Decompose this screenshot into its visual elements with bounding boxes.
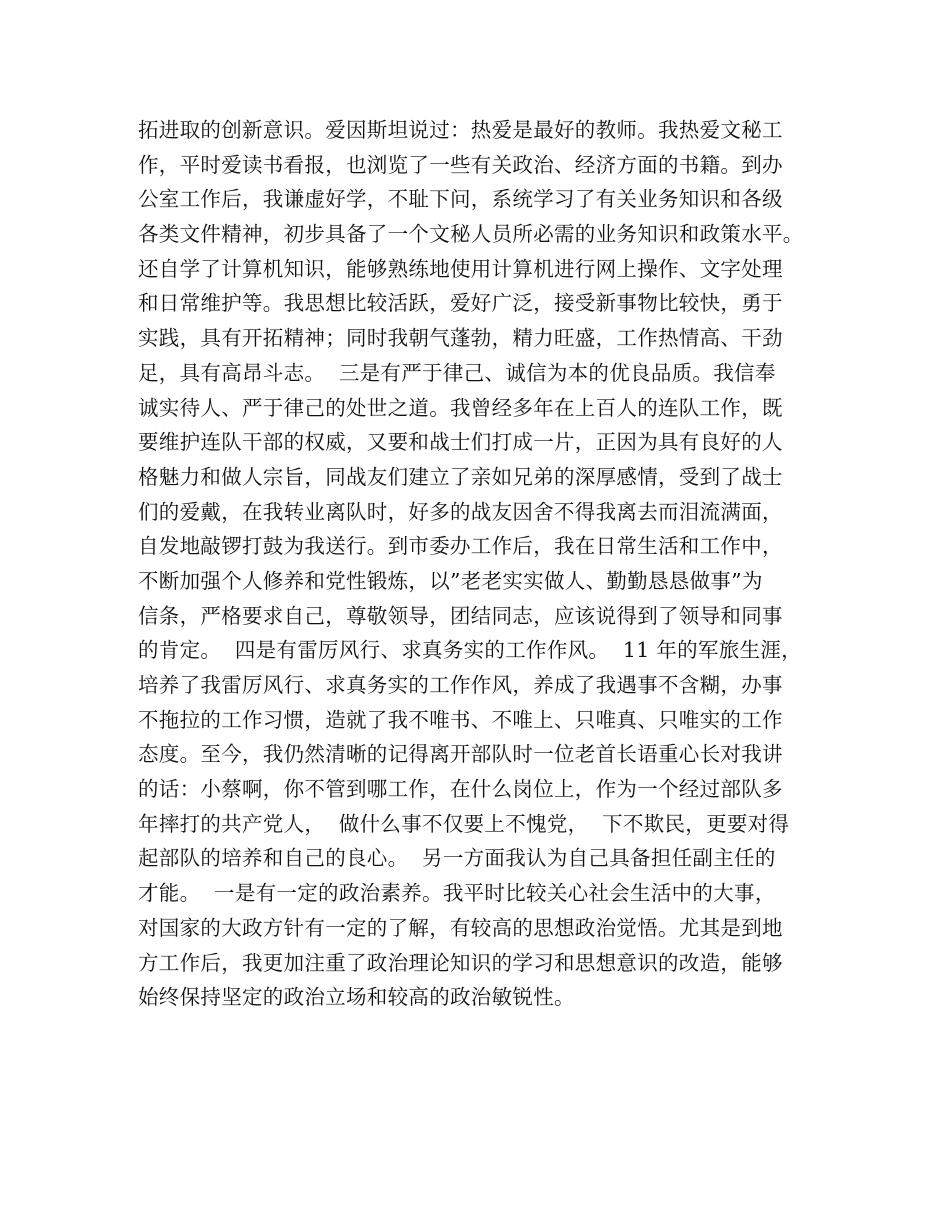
text-line: 要维护连队干部的权威，又要和战士们打成一片，正因为具有良好的人	[138, 430, 783, 455]
text-line: 的肯定。 四是有雷厉风行、求真务实的工作作风。 11 年的军旅生涯，	[138, 638, 802, 663]
text-line: 不拖拉的工作习惯，造就了我不唯书、不唯上、只唯真、只唯实的工作	[138, 707, 783, 732]
text-line: 的话：小蔡啊，你不管到哪工作，在什么岗位上，作为一个经过部队多	[138, 777, 783, 802]
text-line: 拓进取的创新意识。爱因斯坦说过：热爱是最好的教师。我热爱文秘工	[138, 118, 783, 142]
text-line: 不断加强个人修养和党性锻炼，以”老老实实做人、勤勤恳恳做事”为	[138, 568, 763, 593]
text-line: 态度。至今，我仍然清晰的记得离开部队时一位老首长语重心长对我讲	[138, 742, 783, 767]
text-line: 始终保持坚定的政治立场和较高的政治敏锐性。	[138, 985, 575, 1010]
text-line: 培养了我雷厉风行、求真务实的工作作风，养成了我遇事不含糊，办事	[138, 673, 783, 697]
text-line: 诚实待人、严于律己的处世之道。我曾经多年在上百人的连队工作，既	[138, 395, 783, 420]
text-line: 信条，严格要求自己，尊敬领导，团结同志，应该说得到了领导和同事	[138, 603, 783, 628]
text-line: 足，具有高昂斗志。 三是有严于律己、诚信为本的优良品质。我信奉	[138, 360, 776, 385]
text-line: 作，平时爱读书看报，也浏览了一些有关政治、经济方面的书籍。到办	[138, 152, 783, 177]
text-line: 各类文件精神，初步具备了一个文秘人员所必需的业务知识和政策水平。	[138, 222, 804, 247]
text-line: 起部队的培养和自己的良心。 另一方面我认为自己具备担任副主任的	[138, 846, 776, 871]
text-line: 年摔打的共产党人， 做什么事不仅要上不愧党， 下不欺民，更要对得	[138, 811, 790, 836]
text-line: 们的爱戴，在我转业离队时，好多的战友因舍不得我离去而泪流满面，	[138, 499, 783, 524]
text-line: 才能。 一是有一定的政治素养。我平时比较关心社会生活中的大事，	[138, 881, 776, 906]
text-line: 格魅力和做人宗旨，同战友们建立了亲如兄弟的深厚感情，受到了战士	[138, 464, 783, 489]
body-text	[138, 113, 838, 1015]
text-line: 还自学了计算机知识，能够熟练地使用计算机进行网上操作、文字处理	[138, 256, 783, 281]
text-line: 和日常维护等。我思想比较活跃，爱好广泛，接受新事物比较快，勇于	[138, 291, 783, 316]
text-line: 实践，具有开拓精神；同时我朝气蓬勃，精力旺盛，工作热情高、干劲	[138, 326, 783, 351]
text-line: 公室工作后，我谦虚好学，不耻下问，系统学习了有关业务知识和各级	[138, 187, 783, 212]
text-line: 自发地敲锣打鼓为我送行。到市委办工作后，我在日常生活和工作中，	[138, 534, 783, 559]
text-line: 方工作后，我更加注重了政治理论知识的学习和思想意识的改造，能够	[138, 950, 783, 975]
text-line: 对国家的大政方针有一定的了解，有较高的思想政治觉悟。尤其是到地	[138, 915, 783, 940]
